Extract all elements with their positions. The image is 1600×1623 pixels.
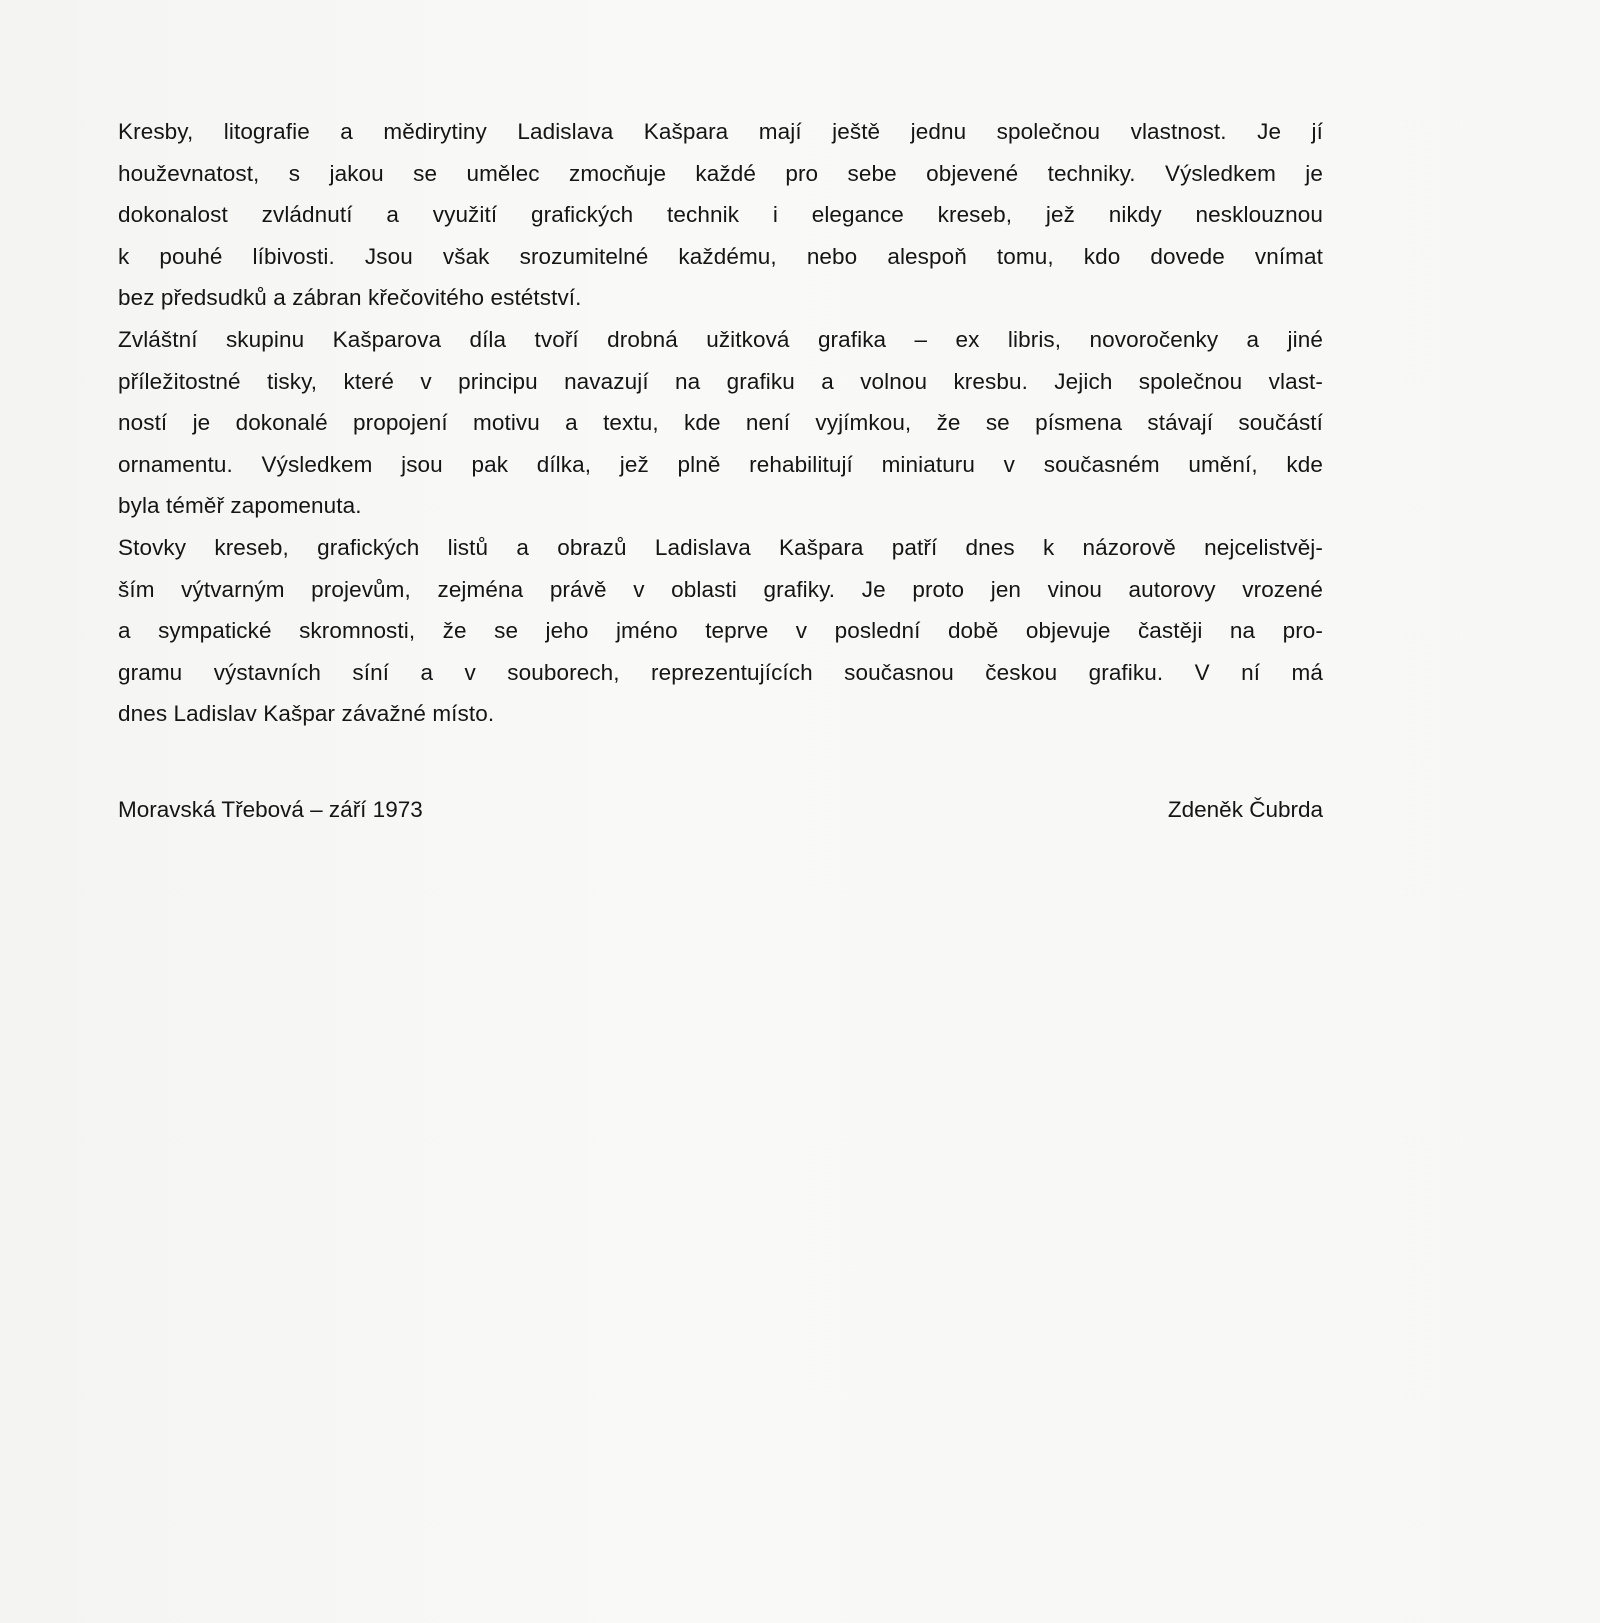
text-line: k pouhé líbivosti. Jsou však srozumitelné každému, nebo alespoň tomu, kdo dovede vnímat xyxy=(118,243,1323,269)
text-line: Zvláštní skupinu Kašparova díla tvoří drobná užitková grafika – ex libris, novoročenky a jiné xyxy=(118,326,1323,352)
paragraph-3 xyxy=(118,533,1323,741)
text-line: ším výtvarným projevům, zejména právě v oblasti grafiky. Je proto jen vinou autorovy vrozené xyxy=(118,576,1323,602)
text-line: ornamentu. Výsledkem jsou pak dílka, jež plně rehabilitují miniaturu v současném umění, kde xyxy=(118,451,1323,477)
text-line: byla téměř zapomenuta. xyxy=(118,493,362,519)
text-line: příležitostné tisky, které v principu navazují na grafiku a volnou kresbu. Jejich společnou vlast- xyxy=(118,368,1323,394)
text-line: dokonalost zvládnutí a využití grafických technik i elegance kreseb, jež nikdy nesklouznou xyxy=(118,202,1323,228)
text-line: houževnatost, s jakou se umělec zmocňuje každé pro sebe objevené techniky. Výsledkem je xyxy=(118,160,1323,186)
text-line: gramu výstavních síní a v souborech, reprezentujících současnou českou grafiku. V ní má xyxy=(118,659,1323,685)
text-line: bez předsudků a zábran křečovitého estétství. xyxy=(118,285,582,311)
text-line: Stovky kreseb, grafických listů a obrazů Ladislava Kašpara patří dnes k názorově nejcelistvěj- xyxy=(118,534,1323,560)
text-line: a sympatické skromnosti, že se jeho jméno teprve v poslední době objevuje častěji na pro- xyxy=(118,618,1323,644)
paragraph-2 xyxy=(118,325,1323,533)
paragraph-1 xyxy=(118,117,1323,325)
body-text xyxy=(118,117,1323,741)
author-name: Zdeněk Čubrda xyxy=(1167,797,1323,822)
place-date: Moravská Třebová – září 1973 xyxy=(118,797,423,822)
text-line: Kresby, litografie a mědirytiny Ladislava Kašpara mají ještě jednu společnou vlastnost. Je jí xyxy=(118,119,1323,144)
text-line: dnes Ladislav Kašpar závažné místo. xyxy=(118,701,495,727)
text-line: ností je dokonalé propojení motivu a textu, kde není vyjímkou, že se písmena stávají součástí xyxy=(118,410,1323,436)
